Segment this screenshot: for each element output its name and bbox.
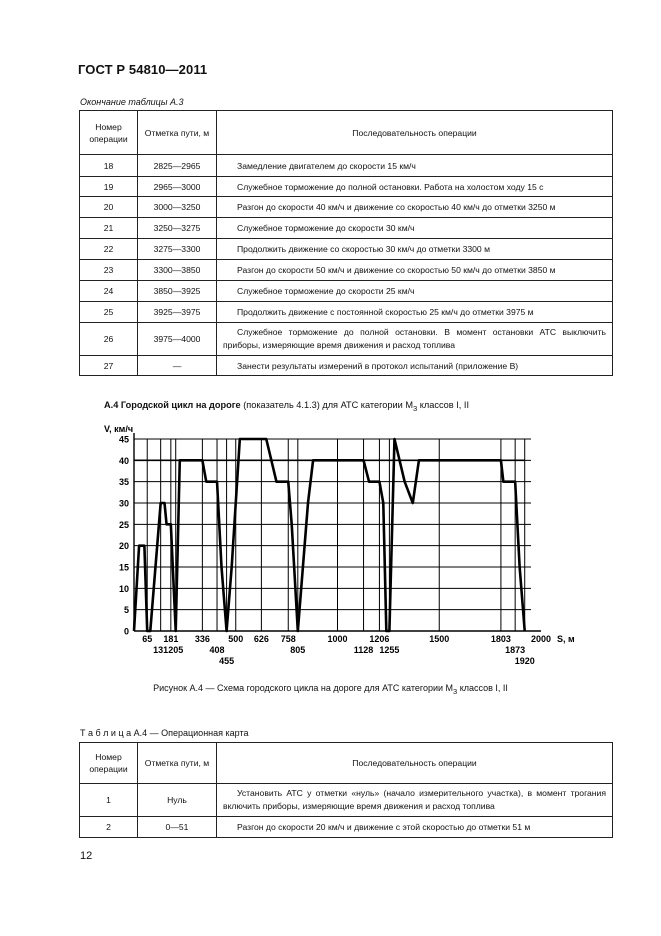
figure-caption-end: классов I, II — [457, 683, 508, 693]
table-a4 — [79, 742, 613, 838]
x-tick-label: 181 — [163, 634, 179, 644]
row-operation: Разгон до скорости 40 км/ч и движение со скоростью 40 км/ч до отметки 3250 м — [217, 197, 613, 218]
series-line-main — [134, 439, 525, 631]
figure-caption — [0, 683, 661, 696]
row-number: 20 — [80, 197, 138, 218]
row-mark: Нуль — [138, 784, 217, 817]
y-tick-label: 45 — [118, 434, 129, 445]
row-number: 25 — [80, 302, 138, 323]
y-tick-label: 10 — [118, 583, 129, 594]
x-tick-label: 1803 — [490, 634, 511, 644]
col-header-operation: Последовательность операции — [217, 111, 613, 155]
table-a3 — [79, 110, 613, 376]
x-tick-label: 205 — [168, 645, 184, 655]
col-header-operation: Последовательность операции — [217, 743, 613, 784]
x-tick-label: 805 — [290, 645, 306, 655]
row-operation: Продолжить движение со скоростью 30 км/ч до отметки 3300 м — [217, 239, 613, 260]
page-number: 12 — [80, 850, 93, 862]
x-tick-label: 626 — [253, 634, 269, 644]
x-tick-label: 1500 — [429, 634, 450, 644]
row-mark: 2825—2965 — [138, 155, 217, 177]
x-tick-label: 65 — [142, 634, 153, 644]
x-axis-label: S, м — [557, 634, 575, 644]
x-tick-label: 1128 — [353, 645, 374, 655]
x-tick-label: 336 — [194, 634, 210, 644]
table-row — [80, 177, 613, 197]
y-tick-label: 25 — [118, 519, 129, 530]
row-mark: 3850—3925 — [138, 281, 217, 302]
row-mark: 3925—3975 — [138, 302, 217, 323]
row-operation: Служебное торможение до полной остановки. Работа на холостом ходу 15 с — [217, 177, 613, 197]
figure-title-end: классов I, II — [417, 400, 469, 410]
x-tick-label: 2000 — [530, 634, 552, 644]
row-mark: 3275—3300 — [138, 239, 217, 260]
figure-title-bold: А.4 Городской цикл на дороге — [104, 400, 241, 410]
col-header-mark: Отметка пути, м — [138, 111, 217, 155]
row-mark: 2965—3000 — [138, 177, 217, 197]
x-tick-label: 1206 — [369, 634, 390, 644]
speed-distance-chart — [0, 420, 661, 678]
page-header: ГОСТ Р 54810—2011 — [78, 62, 208, 77]
y-tick-label: 35 — [118, 477, 129, 488]
table-a3-caption: Окончание таблицы А.3 — [80, 97, 184, 107]
row-operation: Разгон до скорости 20 км/ч и движение с этой скоростью до отметки 51 м — [217, 817, 613, 838]
row-operation: Разгон до скорости 50 км/ч и движение со скоростью 50 км/ч до отметки 3850 м — [217, 260, 613, 281]
table-row — [80, 784, 613, 817]
figure-caption-main: Рисунок А.4 — Схема городского цикла на дороге для АТС категории М — [153, 683, 454, 693]
row-number: 19 — [80, 177, 138, 197]
y-tick-label: 20 — [118, 541, 129, 552]
row-number: 26 — [80, 323, 138, 356]
row-operation: Служебное торможение до скорости 30 км/ч — [217, 218, 613, 239]
table-row — [80, 817, 613, 838]
x-tick-label: 758 — [280, 634, 296, 644]
row-operation: Занести результаты измерений в протокол испытаний (приложение В) — [217, 356, 613, 376]
x-tick-label: 500 — [228, 634, 244, 644]
x-tick-label: 455 — [219, 656, 235, 666]
row-mark: 3250—3275 — [138, 218, 217, 239]
table-row — [80, 218, 613, 239]
row-number: 27 — [80, 356, 138, 376]
col-header-number: Номер операции — [80, 743, 138, 784]
table-row — [80, 356, 613, 376]
col-header-number: Номер операции — [80, 111, 138, 155]
x-tick-label: 408 — [209, 645, 225, 655]
y-tick-label: 30 — [118, 498, 129, 509]
table-a4-caption: Т а б л и ц а А.4 — Операционная карта — [80, 728, 249, 738]
figure-title-rest: (показатель 4.1.3) для АТС категории М — [240, 400, 413, 410]
row-number: 23 — [80, 260, 138, 281]
x-tick-label: 1920 — [514, 656, 535, 666]
table-row — [80, 197, 613, 218]
y-tick-label: 40 — [118, 455, 129, 466]
col-header-mark: Отметка пути, м — [138, 743, 217, 784]
row-mark: 3000—3250 — [138, 197, 217, 218]
row-mark: — — [138, 356, 217, 376]
y-axis-label: V, км/ч — [104, 424, 134, 434]
x-tick-label: 131 — [153, 645, 169, 655]
row-number: 18 — [80, 155, 138, 177]
table-row — [80, 302, 613, 323]
figure-caption-sub: 3 — [453, 686, 458, 696]
y-tick-label: 5 — [123, 605, 129, 616]
row-mark: 3300—3850 — [138, 260, 217, 281]
y-tick-label: 15 — [118, 562, 129, 573]
x-tick-label: 1000 — [327, 634, 348, 644]
row-number: 24 — [80, 281, 138, 302]
row-operation: Служебное торможение до полной остановки. В момент остановки АТС выключить приборы, измеряющие время движения и расход топлива — [217, 323, 613, 356]
figure-title — [104, 400, 469, 413]
x-tick-label: 1873 — [505, 645, 526, 655]
row-mark: 0—51 — [138, 817, 217, 838]
table-row — [80, 281, 613, 302]
row-operation: Установить АТС у отметки «нуль» (начало измерительного участка), в момент трогания включить приборы, измеряющие время движения и расход топлива — [217, 784, 613, 817]
row-number: 21 — [80, 218, 138, 239]
row-operation: Служебное торможение до скорости 25 км/ч — [217, 281, 613, 302]
figure-title-sub: 3 — [412, 403, 418, 413]
table-row — [80, 260, 613, 281]
y-tick-label: 0 — [123, 626, 129, 637]
table-row — [80, 155, 613, 177]
x-tick-label: 1255 — [379, 645, 400, 655]
row-number: 22 — [80, 239, 138, 260]
row-operation: Замедление двигателем до скорости 15 км/ч — [217, 155, 613, 177]
table-row — [80, 323, 613, 356]
table-row — [80, 239, 613, 260]
row-number: 1 — [80, 784, 138, 817]
row-mark: 3975—4000 — [138, 323, 217, 356]
row-operation: Продолжить движение с постоянной скоростью 25 км/ч до отметки 3975 м — [217, 302, 613, 323]
row-number: 2 — [80, 817, 138, 838]
